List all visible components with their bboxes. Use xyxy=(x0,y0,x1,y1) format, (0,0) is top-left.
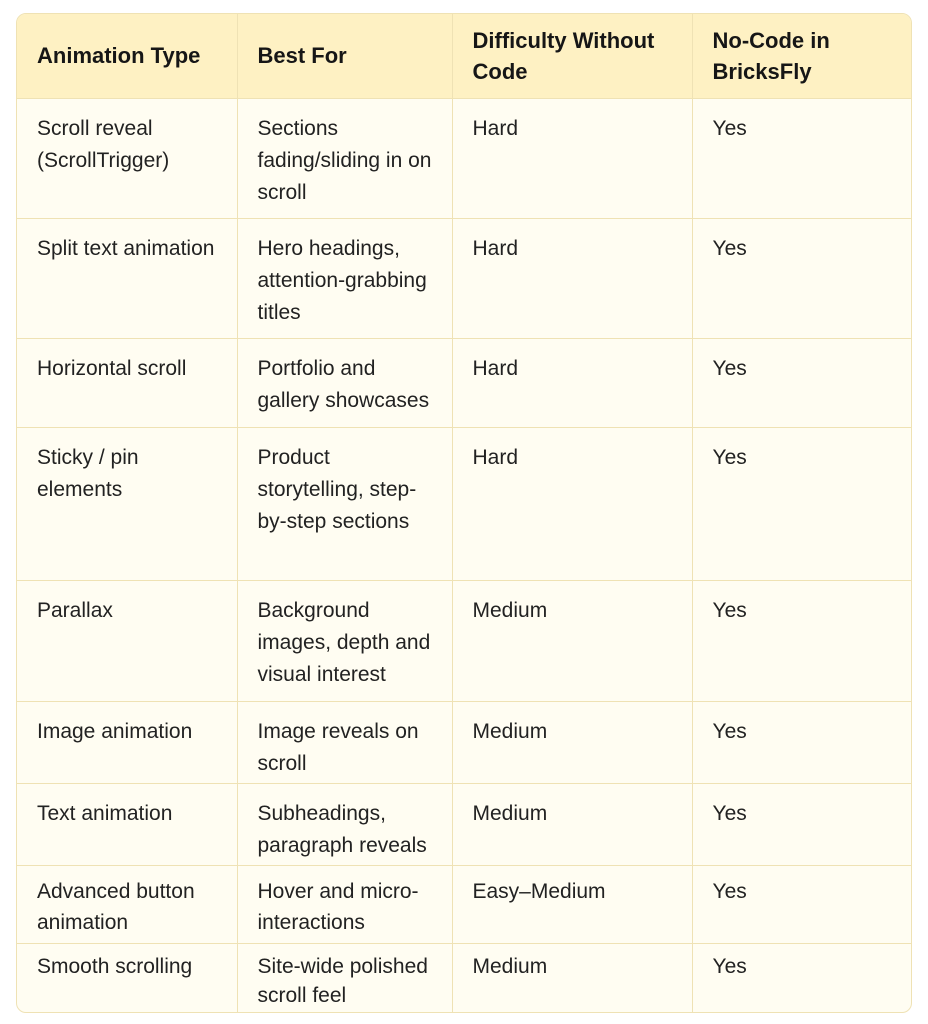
cell-animation-type: Text animation xyxy=(17,783,237,865)
cell-difficulty: Medium xyxy=(452,783,692,865)
cell-best-for: Subheadings, paragraph reveals xyxy=(237,783,452,865)
cell-best-for: Portfolio and gallery showcases xyxy=(237,338,452,427)
cell-difficulty: Hard xyxy=(452,218,692,338)
header-difficulty-without-code: Difficulty Without Code xyxy=(452,14,692,98)
cell-no-code: Yes xyxy=(712,954,747,978)
table-row xyxy=(17,943,911,1013)
comparison-table-container xyxy=(16,13,912,1013)
table-row xyxy=(17,218,911,338)
cell-no-code: Yes xyxy=(712,719,747,743)
cell-difficulty: Hard xyxy=(452,338,692,427)
table-body xyxy=(17,98,911,1013)
cell-no-code: Yes xyxy=(712,116,747,140)
table-row xyxy=(17,98,911,218)
header-row xyxy=(17,14,911,98)
cell-animation-type: Sticky / pin elements xyxy=(17,427,237,580)
cell-animation-type: Smooth scrolling xyxy=(17,943,237,1013)
cell-animation-type: Advanced button animation xyxy=(17,865,237,943)
cell-no-code: Yes xyxy=(712,598,747,622)
cell-best-for: Hero headings, attention-grabbing titles xyxy=(237,218,452,338)
table-row xyxy=(17,783,911,865)
header-best-for: Best For xyxy=(237,14,452,98)
table-row xyxy=(17,580,911,701)
table-row xyxy=(17,427,911,580)
cell-animation-type: Split text animation xyxy=(17,218,237,338)
cell-best-for: Image reveals on scroll xyxy=(237,701,452,783)
cell-difficulty: Easy–Medium xyxy=(452,865,692,943)
cell-difficulty: Medium xyxy=(452,580,692,701)
cell-best-for: Background images, depth and visual interest xyxy=(237,580,452,701)
cell-difficulty: Medium xyxy=(452,943,692,1013)
cell-no-code: Yes xyxy=(712,356,747,380)
cell-animation-type: Scroll reveal (ScrollTrigger) xyxy=(17,98,237,218)
cell-animation-type: Image animation xyxy=(17,701,237,783)
cell-no-code: Yes xyxy=(712,236,747,260)
cell-animation-type: Horizontal scroll xyxy=(17,338,237,427)
table-row xyxy=(17,865,911,943)
header-no-code-in-bricksfly: No-Code in BricksFly xyxy=(712,27,830,84)
cell-difficulty: Medium xyxy=(452,701,692,783)
cell-no-code: Yes xyxy=(712,801,747,825)
table-row xyxy=(17,701,911,783)
cell-no-code: Yes xyxy=(712,879,747,903)
cell-animation-type: Parallax xyxy=(17,580,237,701)
cell-difficulty: Hard xyxy=(452,98,692,218)
table-row xyxy=(17,338,911,427)
cell-best-for: Sections fading/sliding in on scroll xyxy=(237,98,452,218)
cell-best-for: Hover and micro-interactions xyxy=(237,865,452,943)
cell-no-code: Yes xyxy=(712,445,747,469)
header-animation-type: Animation Type xyxy=(17,14,237,98)
cell-best-for: Product storytelling, step-by-step sections xyxy=(237,427,452,580)
animation-comparison-table xyxy=(17,14,911,1013)
cell-best-for: Site-wide polished scroll feel xyxy=(237,943,452,1013)
cell-difficulty: Hard xyxy=(452,427,692,580)
table-header xyxy=(17,14,911,98)
